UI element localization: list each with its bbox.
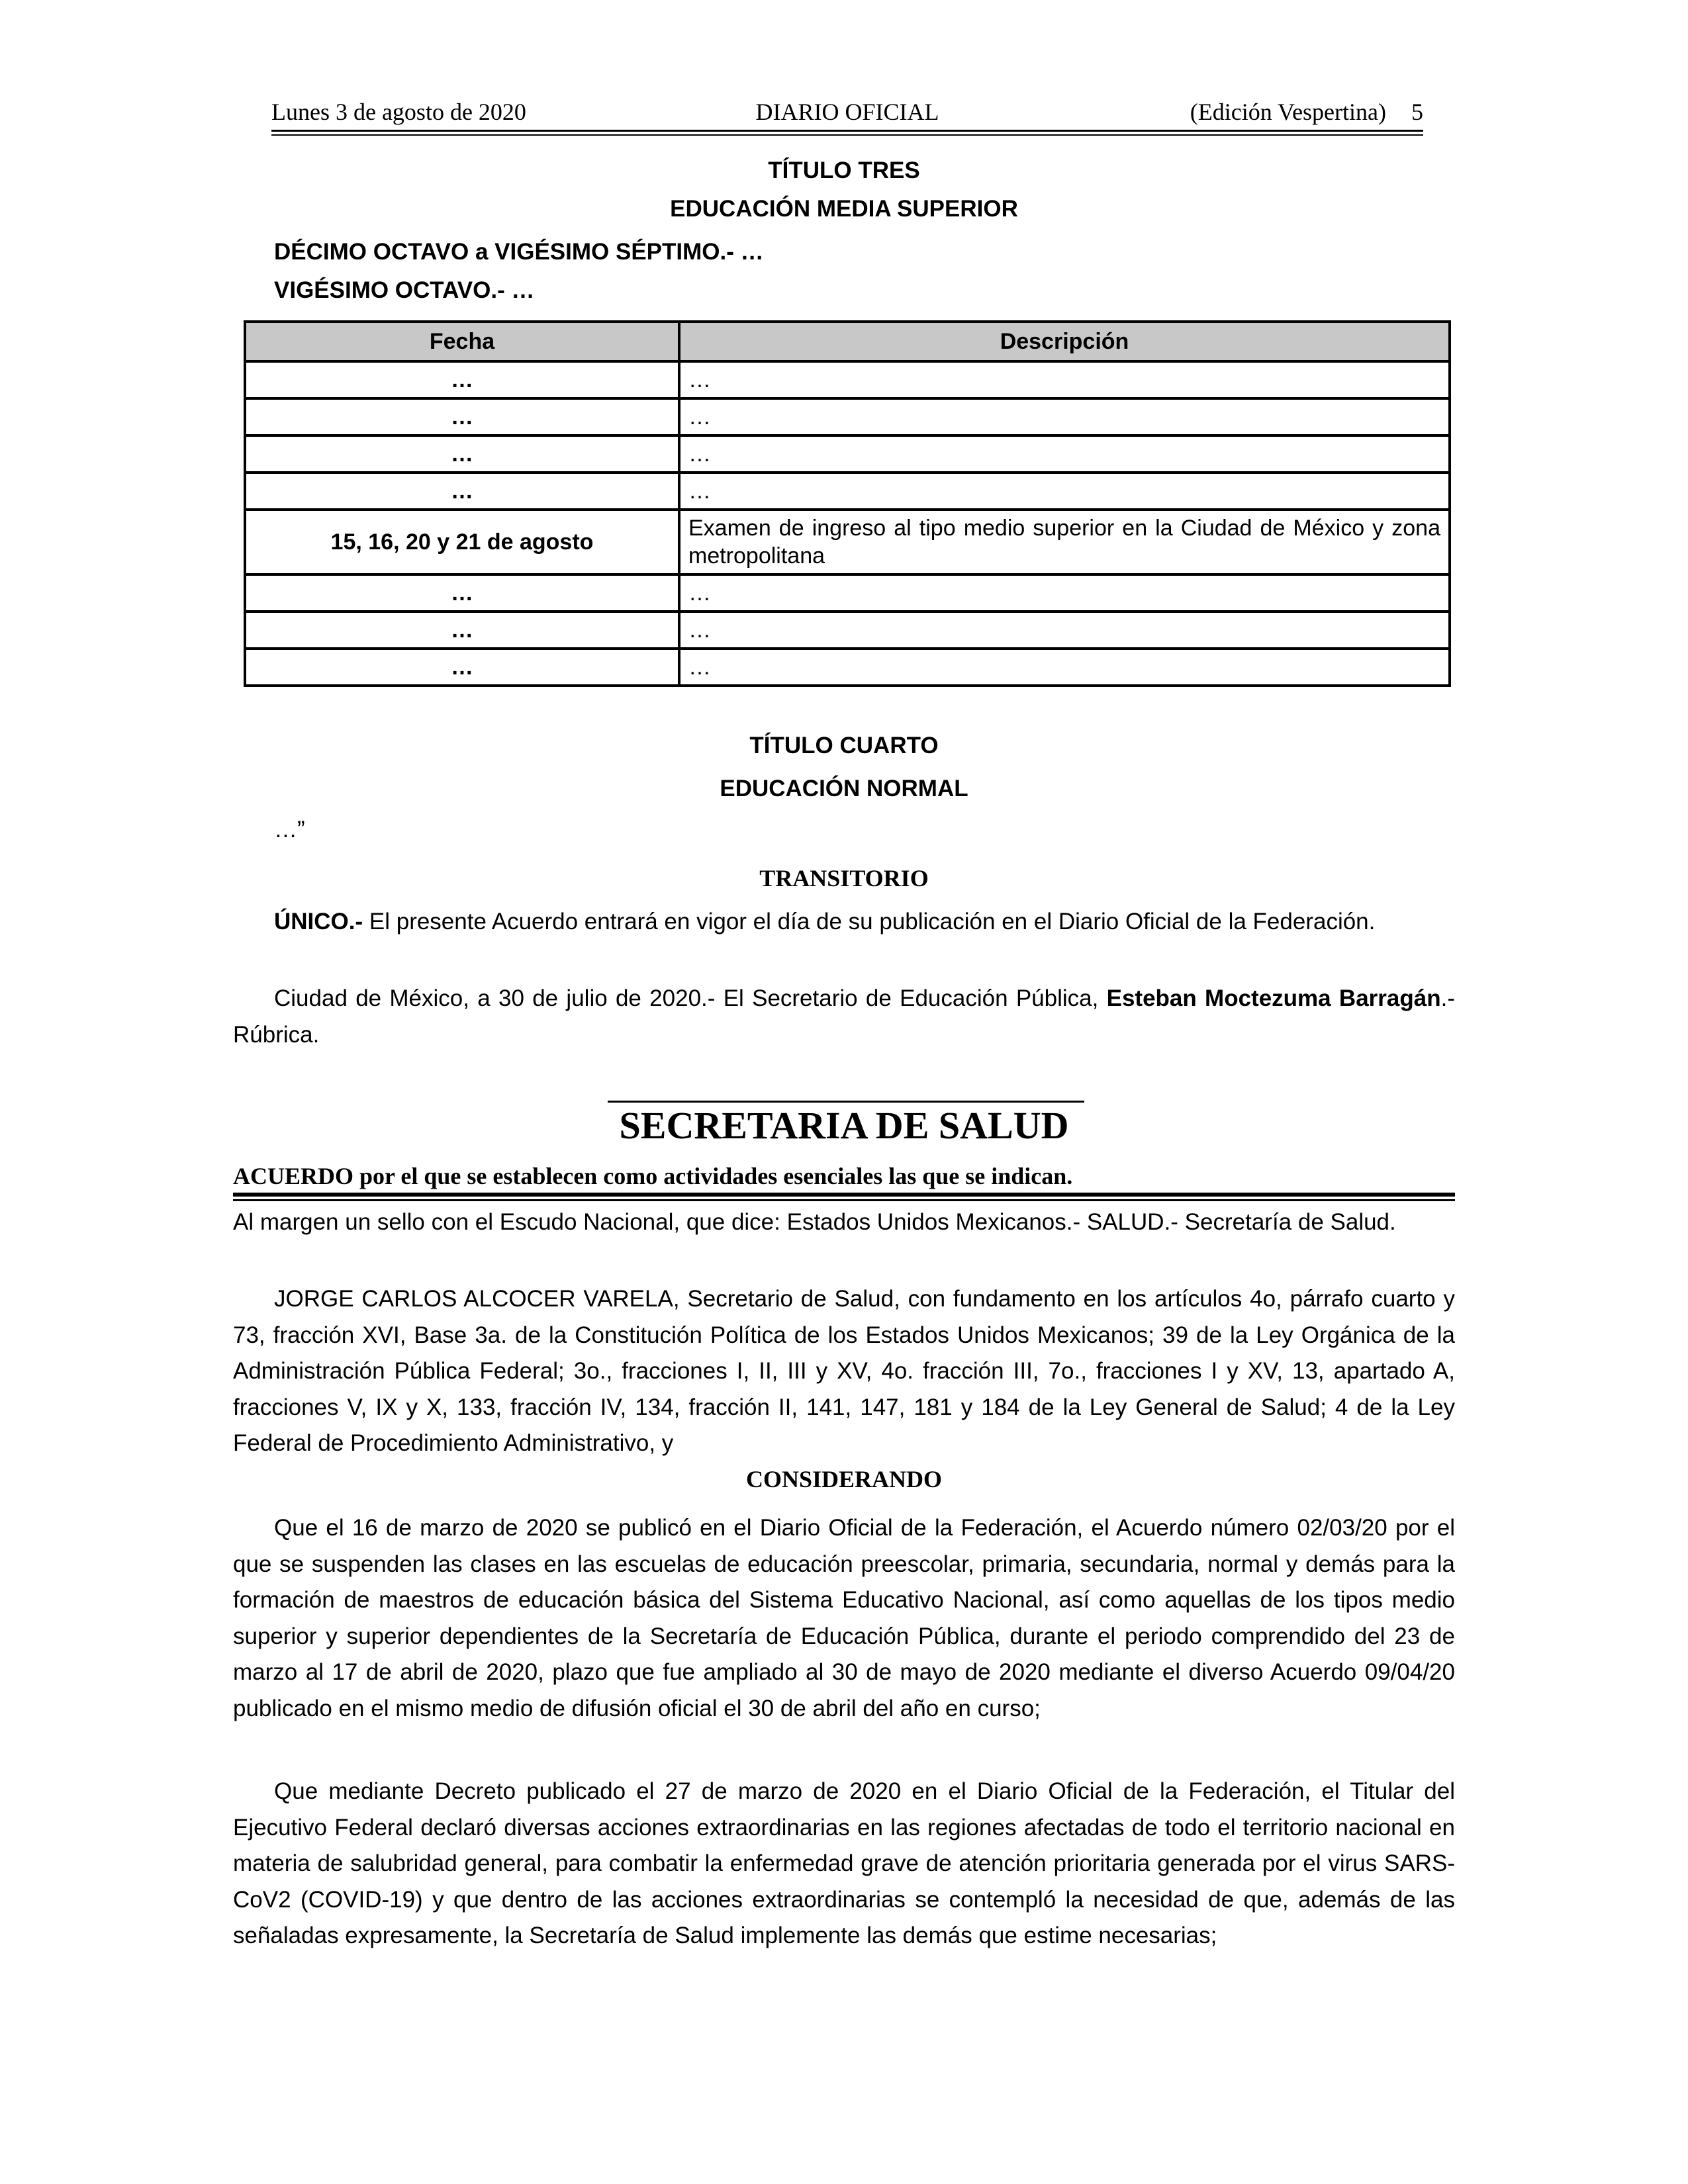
signature-end: .- Rúbrica. (233, 985, 1455, 1048)
cell-fecha: … (245, 612, 679, 649)
cell-descripcion: … (679, 649, 1450, 686)
cell-fecha: … (245, 361, 679, 398)
signature-text: Ciudad de México, a 30 de julio de 2020.- El Secretario de Educación Pública, (274, 985, 1107, 1011)
secretaria-heading: SECRETARIA DE SALUD (619, 1104, 1069, 1147)
titulo-tres-heading: TÍTULO TRES (768, 158, 920, 183)
vigesimo-octavo-line: VIGÉSIMO OCTAVO.- … (274, 277, 535, 303)
header-edition: (Edición Vespertina) (1190, 99, 1386, 125)
decimo-octavo-line: DÉCIMO OCTAVO a VIGÉSIMO SÉPTIMO.- … (274, 239, 764, 265)
cell-descripcion: … (679, 398, 1450, 435)
table-row (245, 435, 1450, 473)
table-row (245, 473, 1450, 510)
unico-label: ÚNICO.- (274, 909, 363, 934)
header-rule (271, 130, 1423, 132)
cell-descripcion: … (679, 435, 1450, 473)
fundamento-text: JORGE CARLOS ALCOCER VARELA, Secretario de Salud, con fundamento en los artículos 4o, párrafo cuarto y 73, fracción XVI, Base 3a. de la Constitución Política de los Estados Unidos Mexicanos; 39 de la Ley Orgánica de la Administración Pública Federal; 3o., fracciones I, II, III y XV, 4o. fracción III, 7o., fracciones I y XV, 13, apartado A, fracciones V, IX y X, 133, fracción IV, 134, fracción II, 141, 147, 181 y 184 de la Ley General de Salud; 4 de la Ley Federal de Procedimiento Administrativo, y (233, 1286, 1455, 1456)
column-header-descripcion: Descripción (679, 322, 1450, 361)
cell-descripcion: … (679, 473, 1450, 510)
header-edition-page (1190, 98, 1423, 126)
considerando-paragraph-1 (233, 1510, 1455, 1727)
cell-fecha: … (245, 435, 679, 473)
calendar-table (244, 320, 1451, 687)
unico-text: El presente Acuerdo entrará en vigor el día de su publicación en el Diario Oficial de la Federación. (363, 909, 1376, 934)
cell-fecha: 15, 16, 20 y 21 de agosto (245, 510, 679, 574)
table-row (245, 510, 1450, 574)
header-date: Lunes 3 de agosto de 2020 (271, 99, 526, 125)
titulo-cuarto-heading: TÍTULO CUARTO (749, 733, 939, 758)
cell-descripcion: … (679, 361, 1450, 398)
section-divider (608, 1101, 1084, 1103)
acuerdo-rule (233, 1193, 1455, 1197)
considerando-heading: CONSIDERANDO (745, 1466, 943, 1492)
column-header-fecha: Fecha (245, 322, 679, 361)
table-row (245, 612, 1450, 649)
unico-paragraph (233, 904, 1455, 940)
considerando-1-text: Que el 16 de marzo de 2020 se publicó en el Diario Oficial de la Federación, el Acuerdo número 02/03/20 por el que se suspenden las clases en las escuelas de educación preescolar, primaria, secundaria, normal y demás para la formación de maestros de educación básica del Sistema Educativo Nacional, así como aquellas de los tipos medio superior y superior dependientes de la Secretaría de Educación Pública, durante el periodo comprendido del 23 de marzo al 17 de abril de 2020, plazo que fue ampliado al 30 de mayo de 2020 mediante el diverso Acuerdo 09/04/20 publicado en el mismo medio de difusión oficial el 30 de abril del año en curso; (233, 1515, 1455, 1721)
header-publication: DIARIO OFICIAL (755, 99, 939, 125)
header-page-number: 5 (1411, 99, 1423, 125)
titulo-cuarto-subheading: EDUCACIÓN NORMAL (720, 776, 968, 801)
cell-descripcion: … (679, 574, 1450, 612)
table-row (245, 361, 1450, 398)
margen-paragraph: Al margen un sello con el Escudo Nacional, que dice: Estados Unidos Mexicanos.- SALUD.- Secretaría de Salud. (233, 1209, 1396, 1235)
cell-fecha: … (245, 473, 679, 510)
table-row (245, 649, 1450, 686)
considerando-2-text: Que mediante Decreto publicado el 27 de marzo de 2020 en el Diario Oficial de la Federación, el Titular del Ejecutivo Federal declaró diversas acciones extraordinarias en las regiones afectadas de todo el territorio nacional en materia de salubridad general, para combatir la enfermedad grave de atención prioritaria generada por el virus SARS-CoV2 (COVID-19) y que dentro de las acciones extraordinarias se contempló la necesidad de que, además de las señaladas expresamente, la Secretaría de Salud implemente las demás que estime necesarias; (233, 1778, 1455, 1948)
fundamento-paragraph (233, 1281, 1455, 1462)
header-rule-thin (271, 134, 1423, 136)
signature-paragraph (233, 981, 1455, 1053)
table-row (245, 398, 1450, 435)
page-header (271, 93, 1423, 127)
cell-fecha: … (245, 649, 679, 686)
closing-ellipsis: …” (274, 817, 305, 842)
table-row (245, 574, 1450, 612)
considerando-paragraph-2 (233, 1774, 1455, 1954)
acuerdo-title-text: por el que se establecen como actividades esenciales las que se indican. (353, 1163, 1073, 1189)
cell-fecha: … (245, 574, 679, 612)
acuerdo-label: ACUERDO (233, 1163, 354, 1189)
acuerdo-rule-thin (233, 1199, 1455, 1201)
acuerdo-title (233, 1162, 1072, 1190)
cell-fecha: … (245, 398, 679, 435)
transitorio-heading: TRANSITORIO (759, 865, 929, 891)
cell-descripcion: … (679, 612, 1450, 649)
cell-descripcion: Examen de ingreso al tipo medio superior en la Ciudad de México y zona metropolitana (679, 510, 1450, 574)
signatory-name: Esteban Moctezuma Barragán (1106, 985, 1441, 1011)
table-header-row (245, 322, 1450, 361)
titulo-tres-subheading: EDUCACIÓN MEDIA SUPERIOR (670, 196, 1018, 222)
